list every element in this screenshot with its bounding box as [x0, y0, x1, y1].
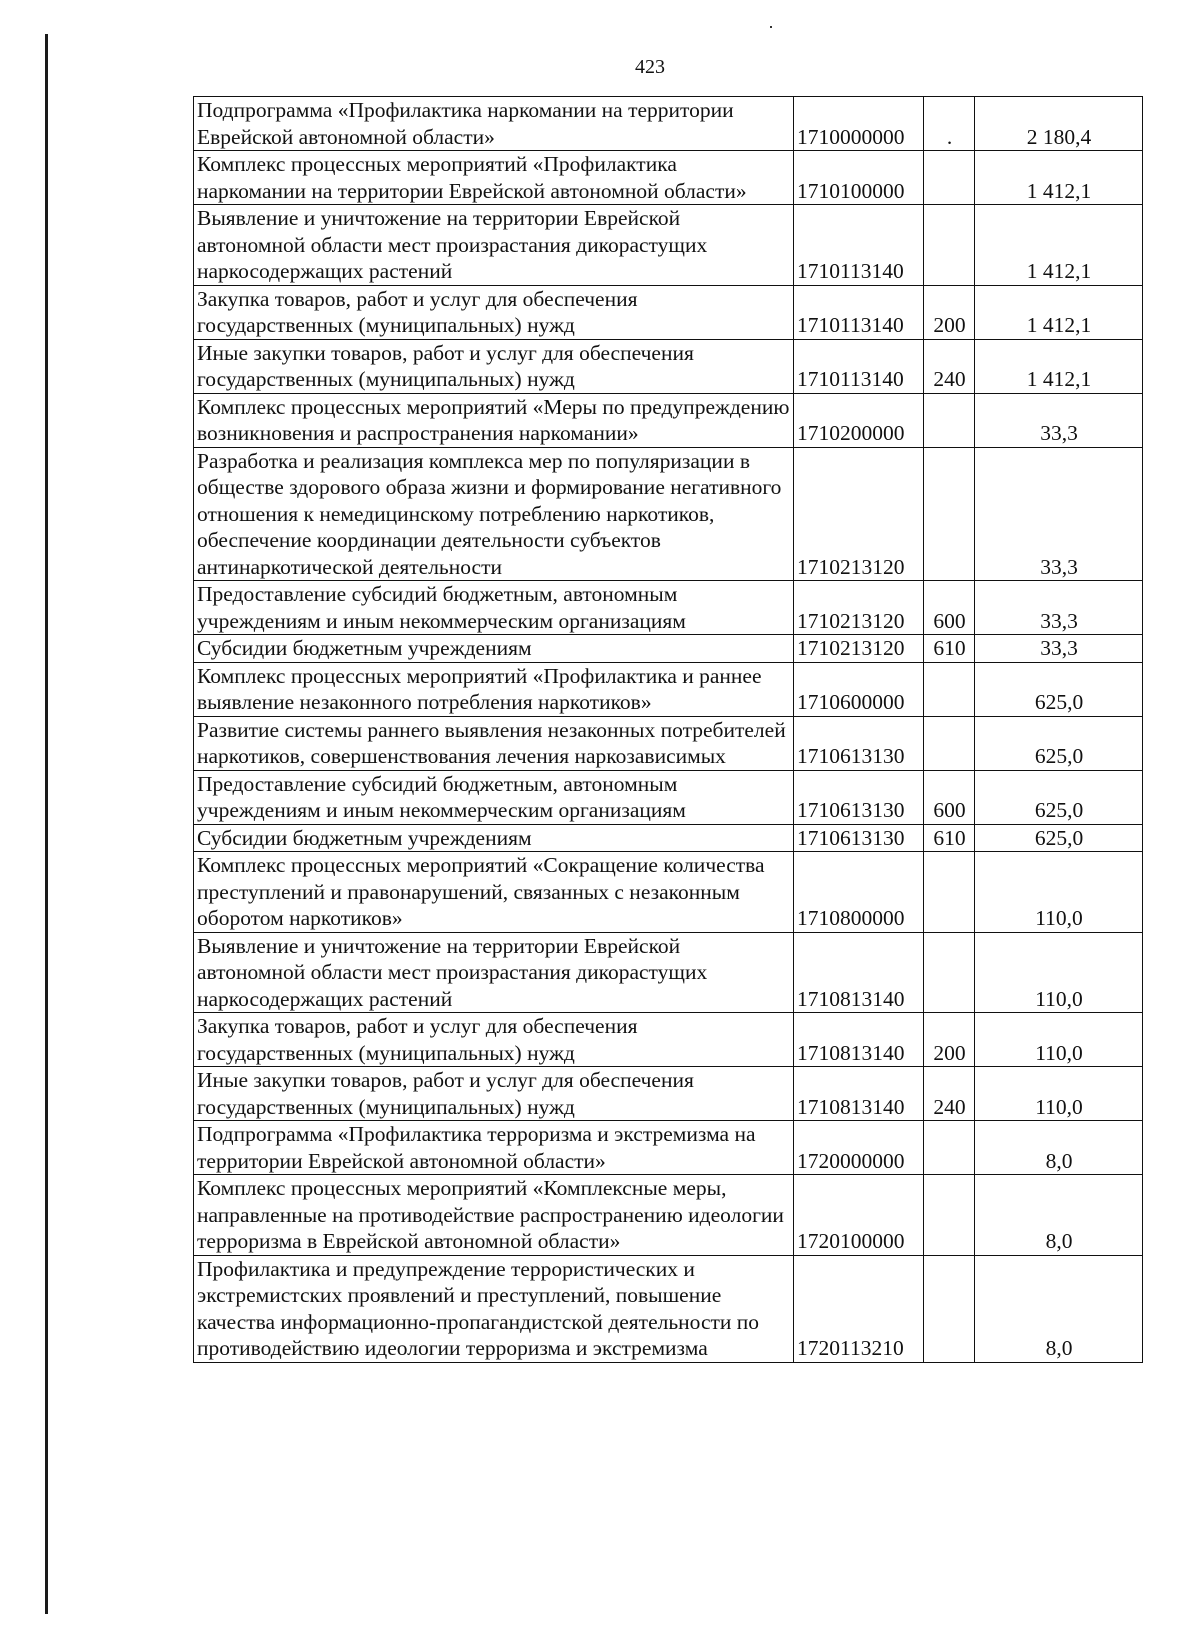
item-name-cell: Комплекс процессных мероприятий «Профилактика и раннее выявление незаконного потребления наркотиков» [194, 662, 794, 716]
item-name-cell: Подпрограмма «Профилактика терроризма и экстремизма на территории Еврейской автономной области» [194, 1121, 794, 1175]
target-article-code-cell: 1720113210 [794, 1255, 924, 1362]
table-row [194, 447, 1143, 581]
target-article-code-cell: 1710613130 [794, 770, 924, 824]
expense-type-cell [924, 393, 975, 447]
item-name-cell: Комплекс процессных мероприятий «Профилактика наркомании на территории Еврейской автономной области» [194, 151, 794, 205]
target-article-code-cell: 1710213120 [794, 581, 924, 635]
amount-cell: 8,0 [975, 1255, 1143, 1362]
amount-cell: 625,0 [975, 662, 1143, 716]
target-article-code-cell: 1710613130 [794, 716, 924, 770]
item-name-cell: Комплекс процессных мероприятий «Комплексные меры, направленные на противодействие распространению идеологии терроризма в Еврейской автономной области» [194, 1175, 794, 1256]
target-article-code-cell: 1710113140 [794, 205, 924, 286]
target-article-code-cell: 1720000000 [794, 1121, 924, 1175]
item-name-cell: Закупка товаров, работ и услуг для обеспечения государственных (муниципальных) нужд [194, 1013, 794, 1067]
expense-type-cell: 240 [924, 1067, 975, 1121]
amount-cell: 625,0 [975, 824, 1143, 852]
target-article-code-cell: 1710000000 [794, 97, 924, 151]
amount-cell: 8,0 [975, 1175, 1143, 1256]
amount-cell: 1 412,1 [975, 339, 1143, 393]
item-name-cell: Комплекс процессных мероприятий «Меры по предупреждению возникновения и распространения наркомании» [194, 393, 794, 447]
table-row [194, 151, 1143, 205]
item-name-cell: Развитие системы раннего выявления незаконных потребителей наркотиков, совершенствования лечения наркозависимых [194, 716, 794, 770]
scan-speck [770, 26, 772, 28]
amount-cell: 1 412,1 [975, 151, 1143, 205]
amount-cell: 110,0 [975, 852, 1143, 933]
expense-type-cell [924, 662, 975, 716]
amount-cell: 625,0 [975, 770, 1143, 824]
table-row [194, 1121, 1143, 1175]
table-row [194, 716, 1143, 770]
expense-type-cell [924, 716, 975, 770]
expense-type-cell: . [924, 97, 975, 151]
item-name-cell: Иные закупки товаров, работ и услуг для обеспечения государственных (муниципальных) нужд [194, 339, 794, 393]
amount-cell: 110,0 [975, 932, 1143, 1013]
budget-table-body [194, 97, 1143, 1363]
target-article-code-cell: 1710813140 [794, 1013, 924, 1067]
amount-cell: 110,0 [975, 1013, 1143, 1067]
table-row [194, 932, 1143, 1013]
table-row [194, 662, 1143, 716]
target-article-code-cell: 1710813140 [794, 932, 924, 1013]
amount-cell: 33,3 [975, 581, 1143, 635]
expense-type-cell: 610 [924, 635, 975, 663]
item-name-cell: Профилактика и предупреждение террористических и экстремистских проявлений и преступлений, повышение качества информационно-пропагандистской деятельности по противодействию идеологии терроризма и экстремизма [194, 1255, 794, 1362]
table-row [194, 1013, 1143, 1067]
target-article-code-cell: 1710213120 [794, 635, 924, 663]
expense-type-cell [924, 1255, 975, 1362]
target-article-code-cell: 1710100000 [794, 151, 924, 205]
amount-cell: 33,3 [975, 447, 1143, 581]
amount-cell: 33,3 [975, 393, 1143, 447]
target-article-code-cell: 1710113140 [794, 339, 924, 393]
item-name-cell: Субсидии бюджетным учреждениям [194, 824, 794, 852]
target-article-code-cell: 1710213120 [794, 447, 924, 581]
amount-cell: 2 180,4 [975, 97, 1143, 151]
target-article-code-cell: 1710600000 [794, 662, 924, 716]
item-name-cell: Предоставление субсидий бюджетным, автономным учреждениям и иным некоммерческим организациям [194, 770, 794, 824]
item-name-cell: Выявление и уничтожение на территории Еврейской автономной области мест произрастания дикорастущих наркосодержащих растений [194, 205, 794, 286]
item-name-cell: Закупка товаров, работ и услуг для обеспечения государственных (муниципальных) нужд [194, 285, 794, 339]
amount-cell: 625,0 [975, 716, 1143, 770]
target-article-code-cell: 1710613130 [794, 824, 924, 852]
table-row [194, 1067, 1143, 1121]
target-article-code-cell: 1710813140 [794, 1067, 924, 1121]
expense-type-cell: 240 [924, 339, 975, 393]
expense-type-cell [924, 1121, 975, 1175]
expense-type-cell [924, 151, 975, 205]
table-row [194, 1175, 1143, 1256]
item-name-cell: Разработка и реализация комплекса мер по популяризации в обществе здорового образа жизни и формирование негативного отношения к немедицинскому потреблению наркотиков, обеспечение координации деятельности субъектов антинаркотической деятельности [194, 447, 794, 581]
expense-type-cell: 200 [924, 285, 975, 339]
amount-cell: 33,3 [975, 635, 1143, 663]
expense-type-cell [924, 205, 975, 286]
item-name-cell: Подпрограмма «Профилактика наркомании на территории Еврейской автономной области» [194, 97, 794, 151]
table-row [194, 205, 1143, 286]
amount-cell: 1 412,1 [975, 285, 1143, 339]
table-row [194, 285, 1143, 339]
table-row [194, 852, 1143, 933]
item-name-cell: Предоставление субсидий бюджетным, автономным учреждениям и иным некоммерческим организациям [194, 581, 794, 635]
budget-table [193, 96, 1143, 1363]
expense-type-cell [924, 447, 975, 581]
expense-type-cell [924, 1175, 975, 1256]
table-row [194, 339, 1143, 393]
expense-type-cell [924, 932, 975, 1013]
table-row [194, 581, 1143, 635]
table-row [194, 770, 1143, 824]
amount-cell: 110,0 [975, 1067, 1143, 1121]
table-row [194, 635, 1143, 663]
target-article-code-cell: 1720100000 [794, 1175, 924, 1256]
table-row [194, 97, 1143, 151]
item-name-cell: Выявление и уничтожение на территории Еврейской автономной области мест произрастания дикорастущих наркосодержащих растений [194, 932, 794, 1013]
table-row [194, 824, 1143, 852]
target-article-code-cell: 1710113140 [794, 285, 924, 339]
expense-type-cell: 610 [924, 824, 975, 852]
page-number: 423 [635, 56, 665, 78]
table-row [194, 1255, 1143, 1362]
table-row [194, 393, 1143, 447]
target-article-code-cell: 1710800000 [794, 852, 924, 933]
item-name-cell: Комплекс процессных мероприятий «Сокращение количества преступлений и правонарушений, связанных с незаконным оборотом наркотиков» [194, 852, 794, 933]
expense-type-cell: 600 [924, 581, 975, 635]
binder-edge-line [45, 34, 48, 1614]
item-name-cell: Субсидии бюджетным учреждениям [194, 635, 794, 663]
expense-type-cell [924, 852, 975, 933]
item-name-cell: Иные закупки товаров, работ и услуг для обеспечения государственных (муниципальных) нужд [194, 1067, 794, 1121]
target-article-code-cell: 1710200000 [794, 393, 924, 447]
expense-type-cell: 200 [924, 1013, 975, 1067]
amount-cell: 8,0 [975, 1121, 1143, 1175]
amount-cell: 1 412,1 [975, 205, 1143, 286]
expense-type-cell: 600 [924, 770, 975, 824]
